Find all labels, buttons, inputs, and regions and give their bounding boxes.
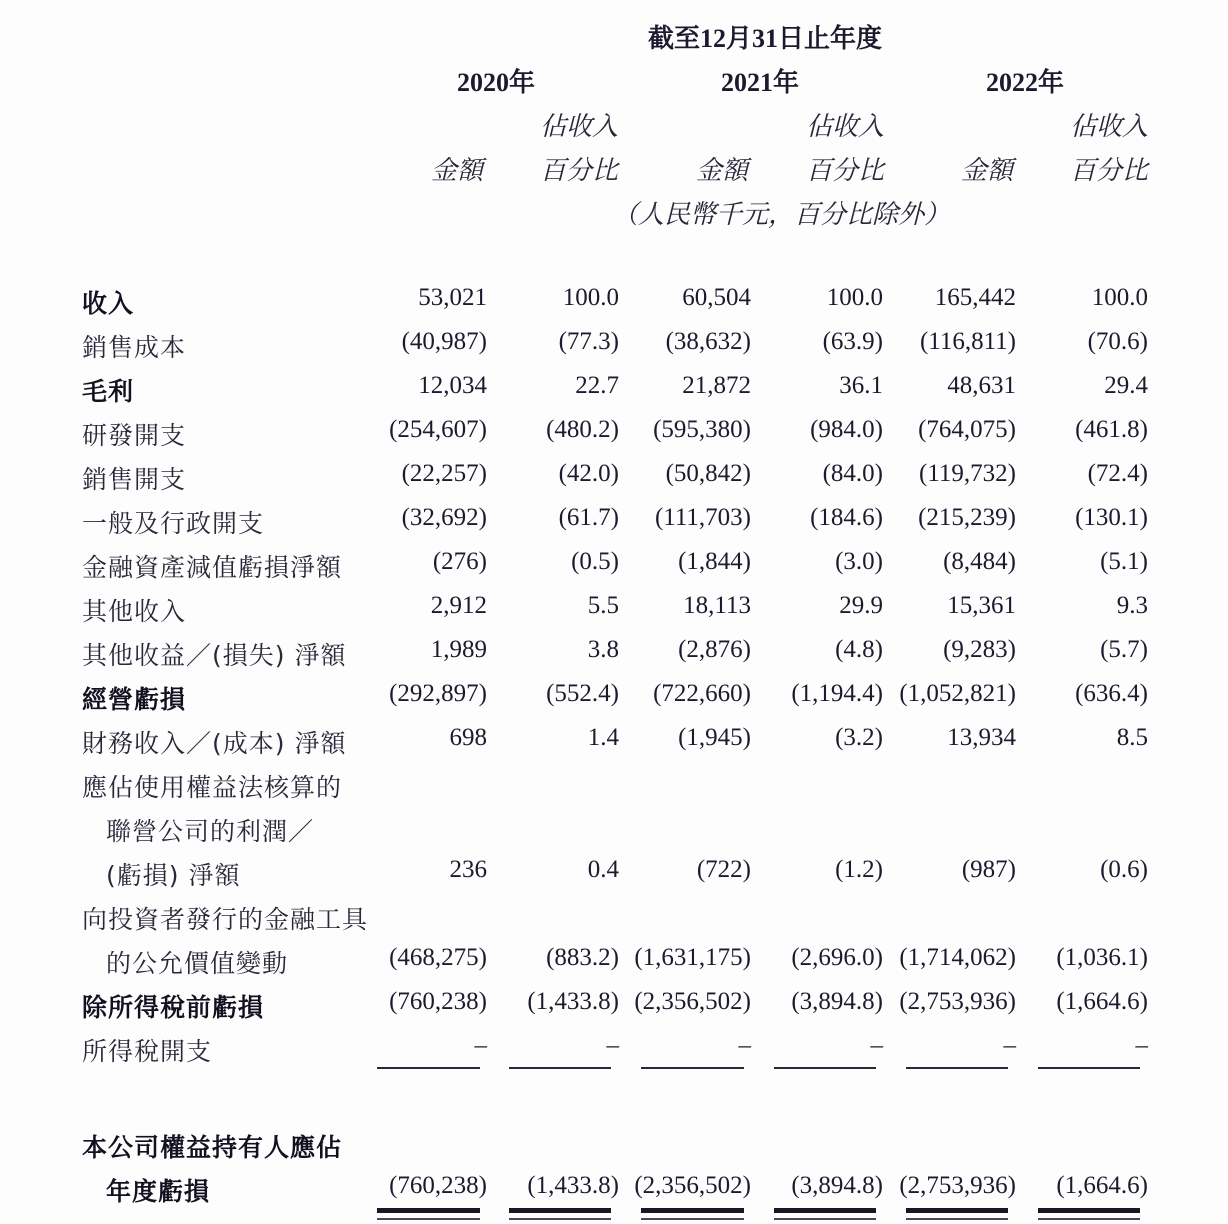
cell-pct-2020: (552.4) — [546, 680, 619, 707]
row-label: 研發開支 — [82, 421, 187, 450]
subtotal-rule — [774, 1067, 876, 1069]
cell-pct-2021: (184.6) — [810, 504, 883, 531]
cell-pct-2020: (77.3) — [558, 328, 619, 355]
subtotal-rule — [509, 1067, 611, 1069]
year-header-2020: 2020年 — [457, 68, 536, 97]
cell-amount-2022: 165,442 — [934, 284, 1016, 311]
cell-amount-2020: (760,238) — [389, 988, 487, 1015]
total-double-rule-bottom — [641, 1218, 744, 1220]
cell-amount-2020: (22,257) — [401, 460, 487, 487]
cell-amount-2020: (292,897) — [389, 680, 487, 707]
cell-amount-2020: (254,607) — [389, 416, 487, 443]
cell-pct-2022: (636.4) — [1075, 680, 1148, 707]
cell-pct-2020: (1,433.8) — [527, 1172, 619, 1199]
col-header-amount-2020: 金額 — [431, 156, 484, 185]
cell-pct-2021: (984.0) — [810, 416, 883, 443]
cell-amount-2020: (760,238) — [389, 1172, 487, 1199]
cell-amount-2022: – — [1003, 1032, 1016, 1059]
row-label: 所得稅開支 — [82, 1037, 213, 1066]
cell-amount-2020: 698 — [449, 724, 487, 751]
col-header-pct-2020: 百分比 — [540, 156, 619, 185]
row-label: 的公允價值變動 — [106, 949, 289, 978]
cell-pct-2022: (130.1) — [1075, 504, 1148, 531]
cell-amount-2022: (1,714,062) — [899, 944, 1016, 971]
cell-pct-2021: – — [870, 1032, 883, 1059]
cell-pct-2020: (883.2) — [546, 944, 619, 971]
total-double-rule-top — [906, 1208, 1008, 1213]
cell-amount-2022: (119,732) — [919, 460, 1016, 487]
total-double-rule-top — [641, 1208, 744, 1213]
subtotal-rule — [906, 1067, 1008, 1069]
cell-pct-2022: 8.5 — [1116, 724, 1148, 751]
subtotal-rule — [1038, 1067, 1140, 1069]
cell-amount-2021: (722,660) — [653, 680, 751, 707]
row-label: (虧損) 淨額 — [106, 861, 241, 890]
year-header-2022: 2022年 — [986, 68, 1065, 97]
cell-pct-2020: (61.7) — [558, 504, 619, 531]
cell-pct-2021: (63.9) — [822, 328, 883, 355]
col-header-pct-top-2021: 佔收入 — [806, 112, 885, 141]
cell-pct-2021: (2,696.0) — [791, 944, 883, 971]
cell-amount-2021: 18,113 — [683, 592, 751, 619]
cell-amount-2020: 53,021 — [418, 284, 487, 311]
cell-amount-2021: – — [738, 1032, 751, 1059]
row-label: 毛利 — [82, 377, 135, 406]
cell-pct-2022: (70.6) — [1087, 328, 1148, 355]
cell-pct-2022: – — [1135, 1032, 1148, 1059]
year-header-2021: 2021年 — [721, 68, 800, 97]
cell-amount-2022: 13,934 — [947, 724, 1016, 751]
cell-amount-2022: (215,239) — [918, 504, 1016, 531]
total-double-rule-bottom — [906, 1218, 1008, 1220]
cell-amount-2022: 15,361 — [947, 592, 1016, 619]
cell-pct-2022: 9.3 — [1116, 592, 1148, 619]
row-label: 銷售開支 — [82, 465, 187, 494]
cell-pct-2020: (1,433.8) — [527, 988, 619, 1015]
cell-amount-2021: (2,356,502) — [634, 1172, 751, 1199]
cell-amount-2020: 12,034 — [418, 372, 487, 399]
cell-pct-2020: 1.4 — [587, 724, 619, 751]
cell-amount-2020: (468,275) — [389, 944, 487, 971]
row-label: 金融資產減值虧損淨額 — [82, 553, 343, 582]
cell-pct-2022: (72.4) — [1087, 460, 1148, 487]
cell-amount-2022: (1,052,821) — [899, 680, 1016, 707]
total-double-rule-top — [1038, 1208, 1140, 1213]
row-label: 財務收入／(成本) 淨額 — [82, 729, 347, 758]
row-label: 收入 — [82, 289, 135, 318]
cell-pct-2020: – — [606, 1032, 619, 1059]
cell-amount-2022: 48,631 — [947, 372, 1016, 399]
cell-pct-2022: (5.7) — [1100, 636, 1148, 663]
cell-amount-2021: (2,876) — [678, 636, 751, 663]
total-double-rule-top — [509, 1208, 611, 1213]
cell-amount-2021: 21,872 — [682, 372, 751, 399]
cell-amount-2022: (8,484) — [943, 548, 1016, 575]
cell-pct-2020: (42.0) — [558, 460, 619, 487]
cell-pct-2021: 29.9 — [839, 592, 883, 619]
total-double-rule-top — [774, 1208, 876, 1213]
cell-pct-2022: (0.6) — [1100, 856, 1148, 883]
unit-note: （人民幣千元，百分比除外） — [612, 200, 951, 229]
cell-amount-2021: (722) — [696, 856, 751, 883]
cell-amount-2021: (595,380) — [653, 416, 751, 443]
cell-amount-2021: 60,504 — [682, 284, 751, 311]
total-double-rule-top — [377, 1208, 480, 1213]
cell-amount-2020: 2,912 — [430, 592, 487, 619]
total-double-rule-bottom — [774, 1218, 876, 1220]
cell-amount-2020: (276) — [432, 548, 487, 575]
cell-amount-2021: (1,945) — [678, 724, 751, 751]
total-double-rule-bottom — [377, 1218, 480, 1220]
row-label: 銷售成本 — [82, 333, 187, 362]
cell-pct-2021: (3.2) — [835, 724, 883, 751]
cell-pct-2021: (84.0) — [822, 460, 883, 487]
col-header-pct-2021: 百分比 — [806, 156, 885, 185]
cell-amount-2022: (9,283) — [943, 636, 1016, 663]
cell-amount-2020: (40,987) — [401, 328, 487, 355]
cell-pct-2022: (461.8) — [1075, 416, 1148, 443]
row-label: 經營虧損 — [82, 685, 187, 714]
cell-pct-2021: (3,894.8) — [791, 1172, 883, 1199]
cell-pct-2021: (1.2) — [835, 856, 883, 883]
cell-amount-2021: (38,632) — [665, 328, 751, 355]
cell-pct-2020: 100.0 — [562, 284, 619, 311]
row-label: 一般及行政開支 — [82, 509, 265, 538]
cell-amount-2021: (2,356,502) — [634, 988, 751, 1015]
cell-amount-2022: (987) — [961, 856, 1016, 883]
cell-amount-2021: (50,842) — [665, 460, 751, 487]
cell-pct-2020: 22.7 — [575, 372, 619, 399]
row-label: 應佔使用權益法核算的 — [82, 773, 343, 802]
cell-pct-2021: (1,194.4) — [791, 680, 883, 707]
row-label: 本公司權益持有人應佔 — [82, 1133, 343, 1162]
cell-pct-2022: (1,664.6) — [1056, 1172, 1148, 1199]
cell-pct-2021: 100.0 — [826, 284, 883, 311]
cell-amount-2020: – — [474, 1032, 487, 1059]
cell-pct-2021: 36.1 — [839, 372, 883, 399]
cell-pct-2020: (480.2) — [546, 416, 619, 443]
cell-amount-2022: (2,753,936) — [899, 1172, 1016, 1199]
col-header-amount-2021: 金額 — [696, 156, 749, 185]
cell-pct-2022: 29.4 — [1104, 372, 1148, 399]
cell-amount-2021: (1,844) — [678, 548, 751, 575]
col-header-amount-2022: 金額 — [961, 156, 1014, 185]
cell-pct-2020: (0.5) — [571, 548, 619, 575]
cell-pct-2020: 5.5 — [587, 592, 619, 619]
cell-amount-2022: (116,811) — [919, 328, 1016, 355]
cell-amount-2021: (111,703) — [654, 504, 751, 531]
subtotal-rule — [641, 1067, 744, 1069]
cell-pct-2021: (4.8) — [835, 636, 883, 663]
col-header-pct-top-2020: 佔收入 — [540, 112, 619, 141]
cell-amount-2022: (2,753,936) — [899, 988, 1016, 1015]
cell-amount-2020: 236 — [449, 856, 487, 883]
row-label: 向投資者發行的金融工具 — [82, 905, 369, 934]
cell-amount-2021: (1,631,175) — [634, 944, 751, 971]
cell-pct-2020: 0.4 — [587, 856, 619, 883]
total-double-rule-bottom — [509, 1218, 611, 1220]
row-label: 其他收益／(損失) 淨額 — [82, 641, 347, 670]
subtotal-rule — [377, 1067, 480, 1069]
cell-pct-2020: 3.8 — [587, 636, 619, 663]
cell-amount-2022: (764,075) — [918, 416, 1016, 443]
cell-amount-2020: (32,692) — [401, 504, 487, 531]
table-period-title: 截至12月31日止年度 — [648, 24, 883, 53]
cell-pct-2021: (3.0) — [835, 548, 883, 575]
row-label: 聯營公司的利潤／ — [106, 817, 315, 846]
total-double-rule-bottom — [1038, 1218, 1140, 1220]
cell-pct-2021: (3,894.8) — [791, 988, 883, 1015]
col-header-pct-top-2022: 佔收入 — [1070, 112, 1149, 141]
cell-pct-2022: 100.0 — [1091, 284, 1148, 311]
row-label: 除所得稅前虧損 — [82, 993, 265, 1022]
cell-pct-2022: (1,664.6) — [1056, 988, 1148, 1015]
row-label: 年度虧損 — [106, 1177, 211, 1206]
cell-pct-2022: (1,036.1) — [1056, 944, 1148, 971]
cell-pct-2022: (5.1) — [1100, 548, 1148, 575]
cell-amount-2020: 1,989 — [430, 636, 487, 663]
row-label: 其他收入 — [82, 597, 187, 626]
col-header-pct-2022: 百分比 — [1070, 156, 1149, 185]
